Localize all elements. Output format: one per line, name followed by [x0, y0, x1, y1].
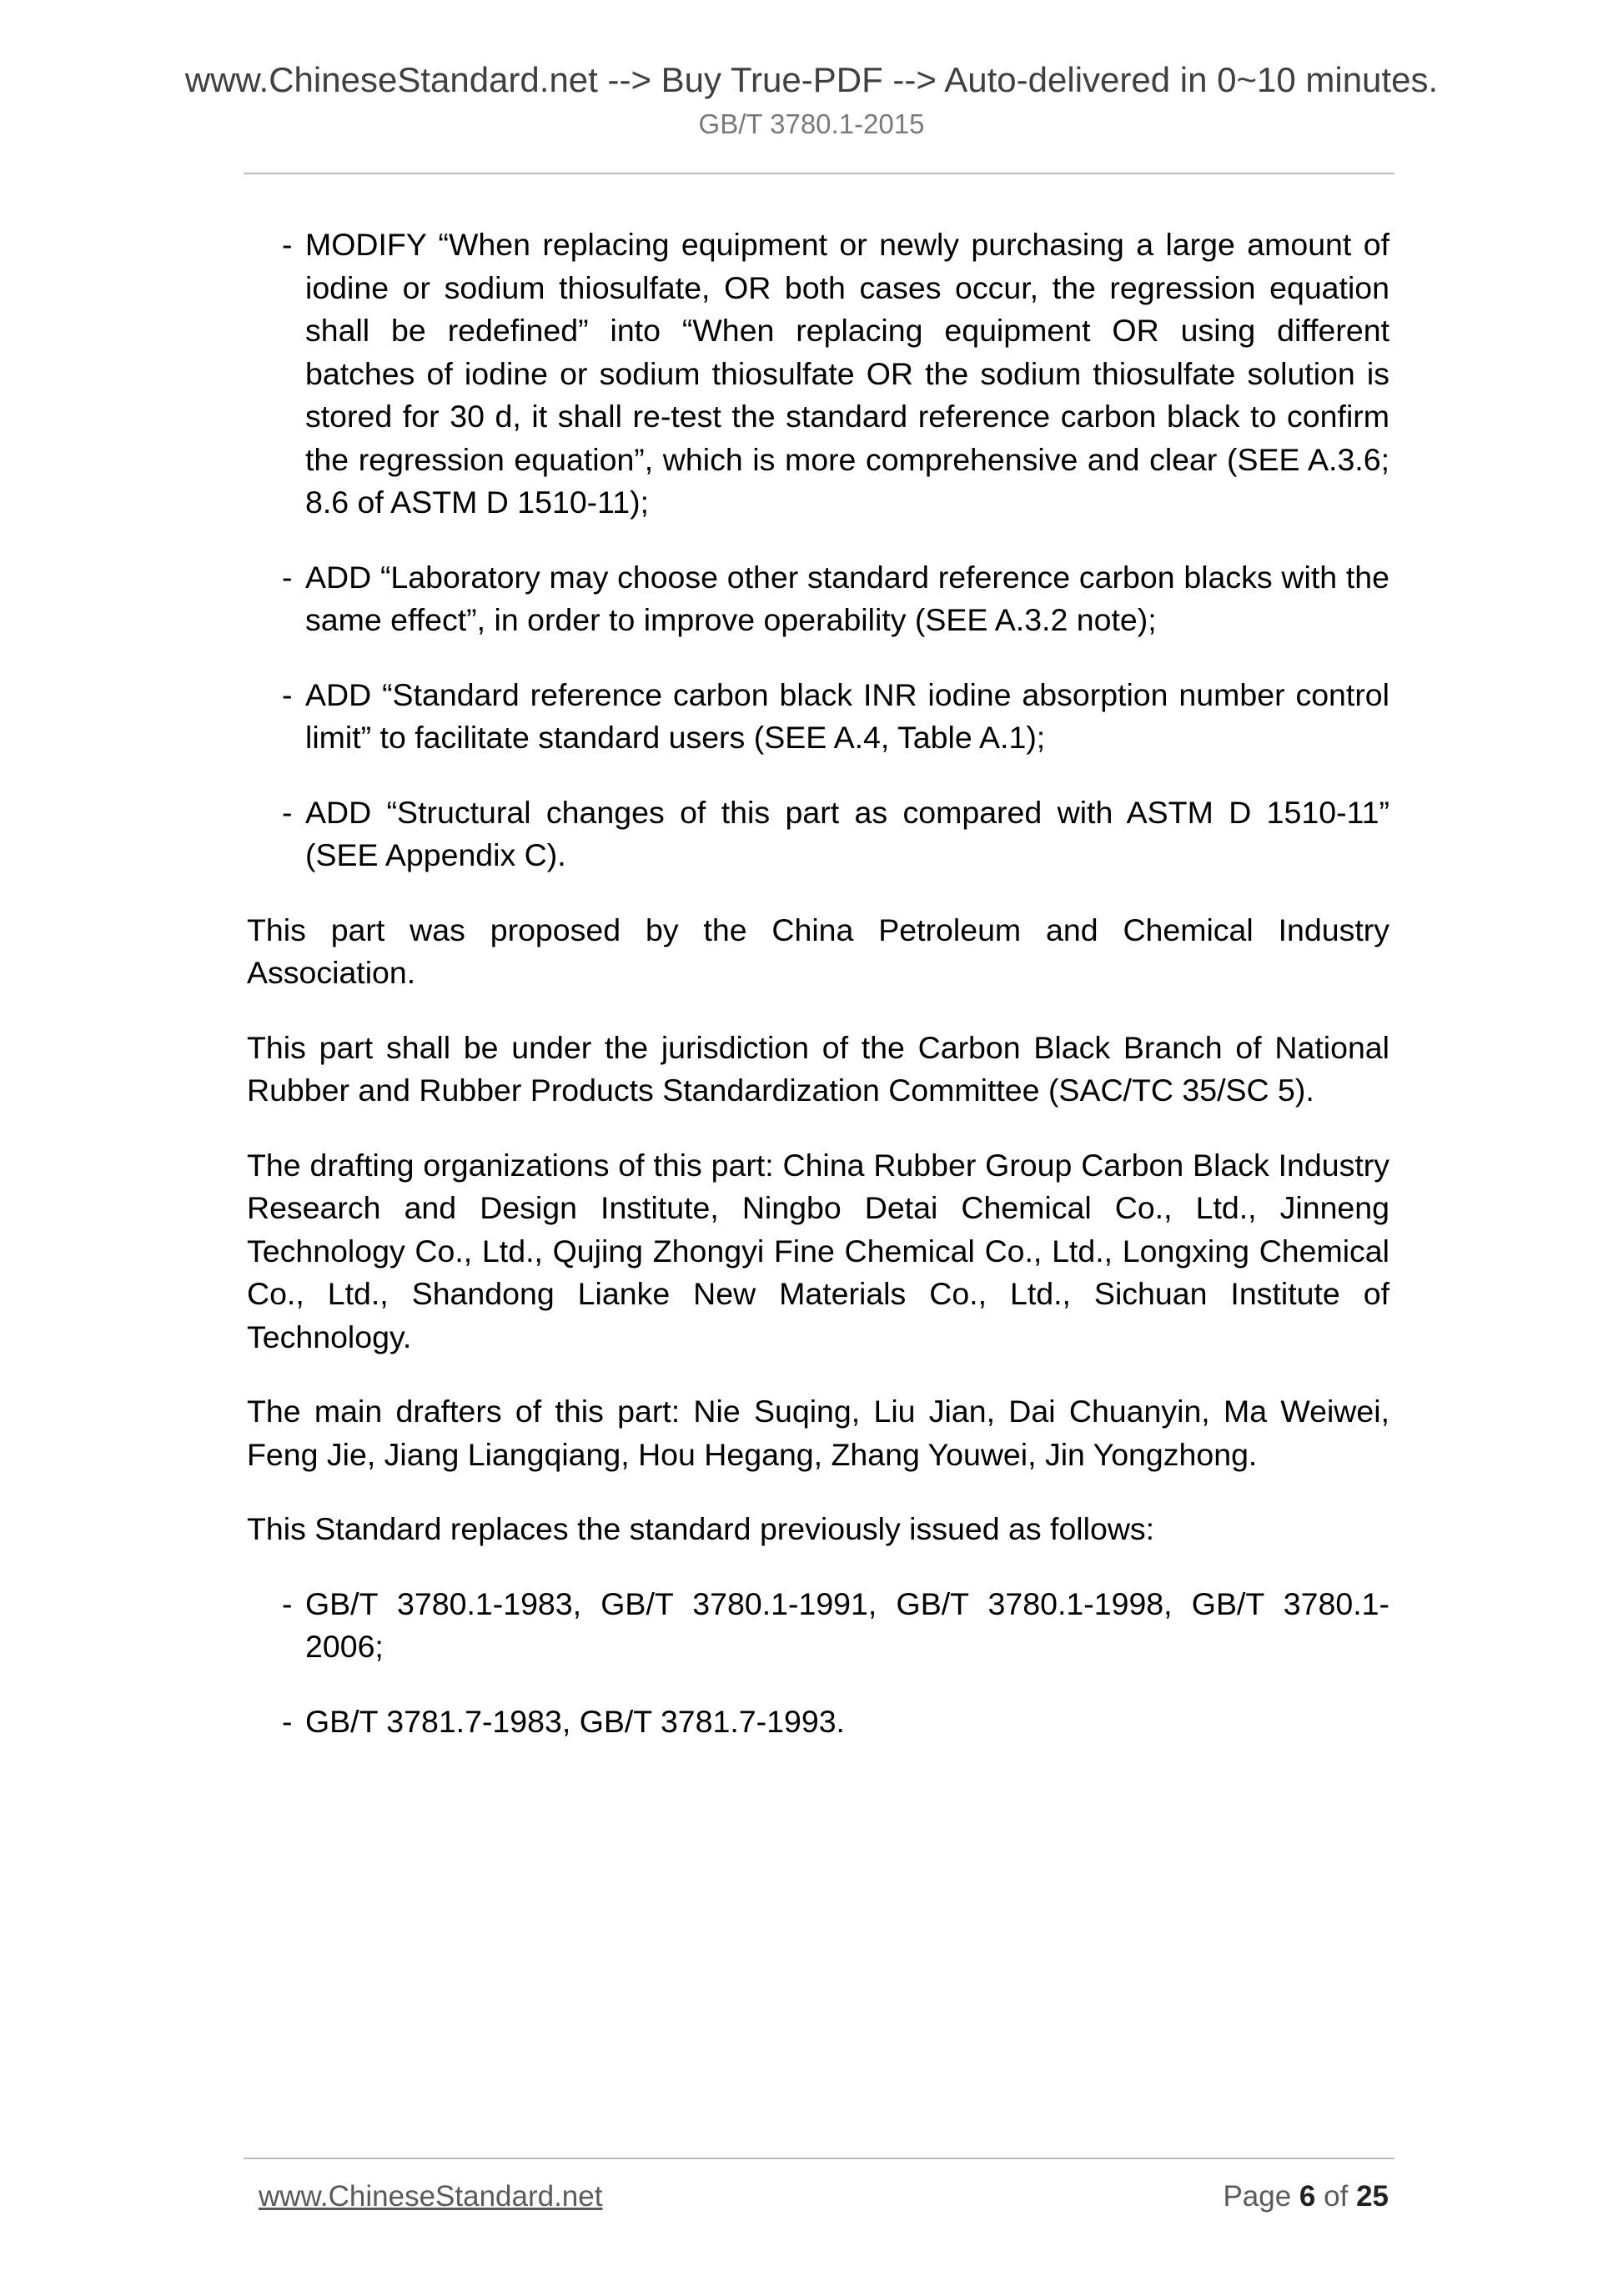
header-banner[interactable]: www.ChineseStandard.net --> Buy True-PDF --> Auto-delivered in 0~10 minutes.	[184, 60, 1439, 99]
list-item-text: MODIFY “When replacing equipment or newly purchasing a large amount of iodine or sodium thiosulfate, OR both cases occur, the regression equation shall be redefined” into “When replacing equipment OR using different batches of iodine or sodium thiosulfate OR the sodium thiosulfate solution is stored for 30 d, it shall re-test the standard reference carbon black to confirm the regression equation”, which is more comprehensive and clear (SEE A.3.6; 8.6 of ASTM D 1510-11);	[305, 227, 1389, 520]
page-label: Page	[1223, 2180, 1292, 2213]
list-item	[282, 674, 1389, 760]
page-current: 6	[1299, 2180, 1316, 2213]
list-item-text: ADD “Laboratory may choose other standard reference carbon blacks with the same effect”, in order to improve operability (SEE A.3.2 note);	[305, 559, 1389, 637]
page-footer	[259, 2175, 1389, 2222]
replaces-paragraph: This Standard replaces the standard previously issued as follows:	[247, 1511, 1155, 1546]
list-item-text: ADD “Structural changes of this part as compared with ASTM D 1510-11” (SEE Appendix C).	[305, 794, 1389, 872]
list-item	[282, 1583, 1389, 1669]
page-header	[0, 58, 1623, 142]
list-item	[282, 791, 1389, 877]
bullet-dash: -	[282, 676, 293, 712]
bullet-dash: -	[282, 1703, 293, 1739]
bullet-dash: -	[282, 559, 293, 595]
list-item	[282, 556, 1389, 642]
list-item	[282, 1701, 1389, 1744]
main-drafters-paragraph: The main drafters of this part: Nie Suqing, Liu Jian, Dai Chuanyin, Ma Weiwei, Feng Jie, Jiang Liangqiang, Hou Hegang, Zhang Youwei, Jin Yongzhong.	[247, 1394, 1389, 1472]
list-item-text: ADD “Standard reference carbon black INR iodine absorption number control limit” to facilitate standard users (SEE A.4, Table A.1);	[305, 676, 1389, 755]
proposed-by-paragraph: This part was proposed by the China Petroleum and Chemical Industry Association.	[247, 912, 1389, 990]
footer-website-link[interactable]: www.ChineseStandard.net	[259, 2180, 603, 2213]
list-item	[282, 224, 1389, 525]
list-item-text: GB/T 3781.7-1983, GB/T 3781.7-1993.	[305, 1703, 845, 1739]
page-total: 25	[1356, 2180, 1389, 2213]
header-divider	[244, 173, 1394, 174]
document-body	[247, 224, 1389, 1775]
jurisdiction-paragraph: This part shall be under the jurisdiction of the Carbon Black Branch of National Rubber and Rubber Products Standardization Committee (SAC/TC 35/SC 5).	[247, 1029, 1389, 1108]
footer-divider	[244, 2158, 1394, 2159]
page-number	[1223, 2175, 1389, 2218]
bullet-dash: -	[282, 1585, 293, 1621]
standard-code: GB/T 3780.1-2015	[698, 108, 925, 139]
drafting-organizations-paragraph: The drafting organizations of this part: China Rubber Group Carbon Black Industry Research and Design Institute, Ningbo Detai Chemical Co., Ltd., Jinneng Technology Co., Ltd., Qujing Zhongyi Fine Chemical Co., Ltd., Longxing Chemical Co., Ltd., Shandong Lianke New Materials Co., Ltd., Sichuan Institute of Technology.	[247, 1147, 1389, 1354]
bullet-dash: -	[282, 794, 293, 830]
page-of: of	[1324, 2180, 1349, 2213]
bullet-dash: -	[282, 227, 293, 262]
list-item-text: GB/T 3780.1-1983, GB/T 3780.1-1991, GB/T 3780.1-1998, GB/T 3780.1-2006;	[305, 1585, 1389, 1664]
